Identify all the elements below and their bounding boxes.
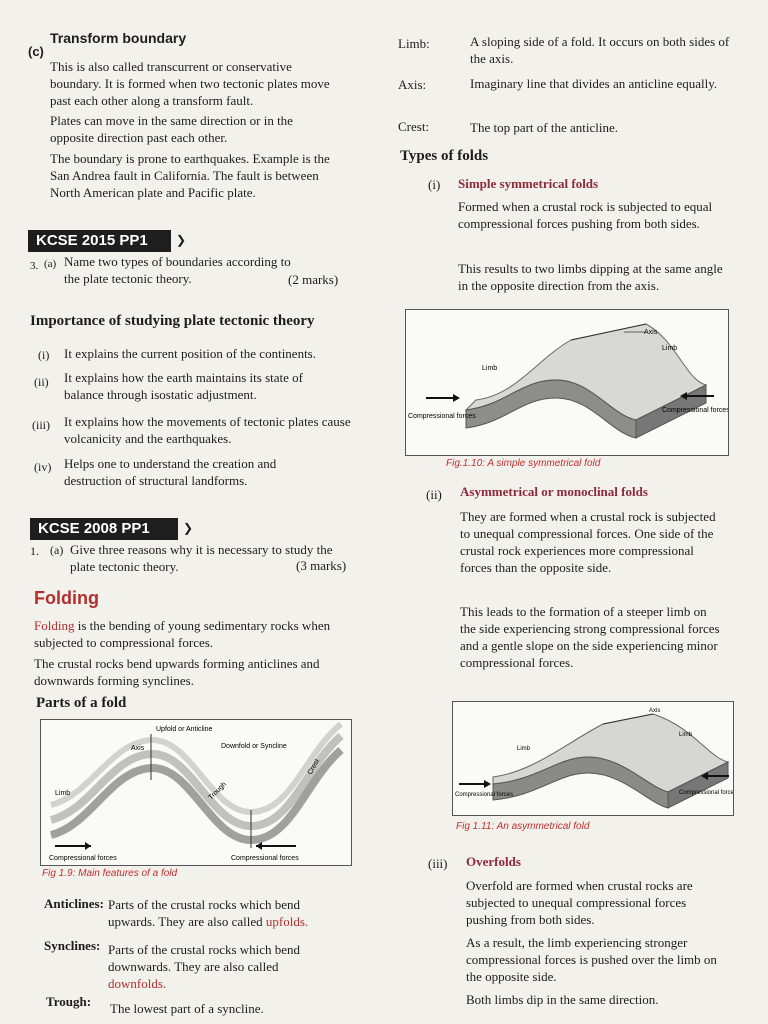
overfold-paragraph-3: Both limbs dip in the same direction. xyxy=(466,992,659,1007)
fig-1-11-caption: Fig 1.11: An asymmetrical fold xyxy=(456,821,590,832)
fig10-axis-label: Axis xyxy=(644,329,658,336)
axis-label: Axis xyxy=(131,745,145,752)
overfold-paragraph-1: Overfold are formed when crustal rocks are subjected to unequal compressional forces pushing from both sides. xyxy=(466,878,693,927)
downfold-label: Downfold or Syncline xyxy=(221,743,287,750)
transform-boundary-title: Transform boundary xyxy=(50,30,187,46)
def-term-limb: Limb: xyxy=(398,36,430,51)
fig11-comp-right-label: Compressional forces xyxy=(679,790,733,796)
fig-1-9-caption: Fig 1.9: Main features of a fold xyxy=(42,868,178,879)
simple-fold-title: Simple symmetrical folds xyxy=(458,176,599,191)
importance-item-4: Helps one to understand the creation and destruction of structural landforms. xyxy=(64,456,277,488)
folding-title: Folding xyxy=(34,588,99,608)
question-number: 3. xyxy=(30,260,39,272)
asym-fold-num: (ii) xyxy=(426,487,442,502)
limb-label: Limb xyxy=(55,790,71,797)
overfold-num: (iii) xyxy=(428,856,448,871)
asym-fold-paragraph-2: This leads to the formation of a steeper limb on the side experiencing strong compressional forces and a gentle slope on the side experiencing minor compressional forces. xyxy=(460,604,720,670)
question-number: 1. xyxy=(30,544,39,558)
question-part: (a) xyxy=(44,258,57,270)
importance-title: Importance of studying plate tectonic theory xyxy=(30,313,315,329)
compressional-left-label: Compressional forces xyxy=(49,855,117,862)
fig10-comp-left-label: Compressional forces xyxy=(408,413,476,420)
transform-paragraph-2: Plates can move in the same direction or in the opposite direction past each other. xyxy=(50,113,293,145)
asym-fold-paragraph-1: They are formed when a crustal rock is subjected to unequal compressional forces. One side of the crustal rock experiences more compressional forces than the opposite side. xyxy=(460,509,716,575)
simple-fold-paragraph-2: This results to two limbs dipping at the same angle in the opposite direction from the axis. xyxy=(458,261,723,293)
kcse-2008-badge: KCSE 2008 PP1 xyxy=(30,518,178,540)
trough-label: Trough xyxy=(207,780,228,802)
kcse-2015-question: Name two types of boundaries according to the plate tectonic theory. xyxy=(64,254,291,286)
crest-label: Crest xyxy=(306,758,322,776)
folding-term: Folding xyxy=(34,618,75,633)
types-of-folds-title: Types of folds xyxy=(400,148,489,164)
kcse-2015-marks: (2 marks) xyxy=(288,272,339,287)
kcse-2008-question: Give three reasons why it is necessary to study the plate tectonic theory. xyxy=(70,542,333,574)
badge-arrow-icon: ❯ xyxy=(176,233,187,247)
def-highlight-upfolds: upfolds. xyxy=(265,914,309,929)
def-text-crest: The top part of the anticline. xyxy=(470,120,619,135)
def-term-axis: Axis: xyxy=(398,77,427,92)
folding-paragraph-2: The crustal rocks bend upwards forming anticlines and downwards forming synclines. xyxy=(34,656,320,688)
importance-num-1: (i) xyxy=(38,348,50,362)
transform-paragraph-3: The boundary is prone to earthquakes. Example is the San Andrea fault in California. The fault is between North American plate and Pacific plate. xyxy=(50,151,330,200)
def-term-crest: Crest: xyxy=(398,119,430,134)
importance-item-3: It explains how the movements of tectonic plates cause volcanicity and the earthquakes. xyxy=(64,414,351,446)
def-term-anticlines: Anticlines: xyxy=(44,896,104,911)
fig-main-features-fold xyxy=(40,719,352,866)
def-highlight-downfolds: downfolds. xyxy=(108,976,167,991)
importance-num-3: (iii) xyxy=(32,418,50,432)
folding-definition-text: is the bending of young sedimentary rocks when subjected to compressional forces. xyxy=(34,618,331,650)
fig-1-10-caption: Fig.1.10: A simple symmetrical fold xyxy=(446,458,601,469)
simple-fold-paragraph-1: Formed when a crustal rock is subjected to equal compressional forces pushing from both sides. xyxy=(458,199,713,231)
transform-paragraph-1: This is also called transcurrent or conservative boundary. It is formed when two tectonic plates move past each other along a transform fault. xyxy=(50,59,330,108)
fold-diagram-svg xyxy=(41,720,351,865)
section-label: (c) xyxy=(28,44,44,59)
asym-fold-title: Asymmetrical or monoclinal folds xyxy=(460,484,648,499)
importance-num-2: (ii) xyxy=(34,375,49,389)
compressional-right-label: Compressional forces xyxy=(231,855,299,862)
symmetrical-fold-svg xyxy=(406,310,728,455)
importance-item-1: It explains the current position of the continents. xyxy=(64,346,316,361)
def-text-axis: Imaginary line that divides an anticline equally. xyxy=(470,76,718,91)
fig10-limb-right-label: Limb xyxy=(662,345,678,352)
badge-arrow-icon: ❯ xyxy=(183,521,194,535)
fig-simple-symmetrical-fold xyxy=(405,309,729,456)
def-text-synclines xyxy=(108,941,338,992)
fig11-limb-right-label: Limb xyxy=(679,732,693,738)
kcse-2008-marks: (3 marks) xyxy=(296,558,347,573)
importance-num-4: (iv) xyxy=(34,460,52,474)
question-part: (a) xyxy=(50,543,64,557)
kcse-2015-badge: KCSE 2015 PP1 xyxy=(28,230,171,252)
asymmetrical-fold-svg xyxy=(453,702,733,815)
fig10-limb-left-label: Limb xyxy=(482,365,498,372)
def-body-anticlines: Parts of the crustal rocks which bend upwards. They are also called xyxy=(108,897,301,929)
fig11-limb-left-label: Limb xyxy=(517,746,531,752)
simple-fold-num: (i) xyxy=(428,177,441,192)
overfold-paragraph-2: As a result, the limb experiencing stronger compressional forces is pushed over the limb on the opposite side. xyxy=(466,935,717,984)
def-term-trough: Trough: xyxy=(46,994,92,1009)
fig11-axis-label: Axis xyxy=(649,708,661,714)
fig10-comp-right-label: Compressional forces xyxy=(662,407,728,414)
parts-of-fold-title: Parts of a fold xyxy=(36,695,127,711)
def-text-trough: The lowest part of a syncline. xyxy=(110,1001,264,1016)
fig11-comp-left-label: Compressional forces xyxy=(455,792,514,798)
def-term-synclines: Synclines: xyxy=(44,938,101,953)
def-text-anticlines xyxy=(108,896,348,930)
def-text-limb: A sloping side of a fold. It occurs on both sides of the axis. xyxy=(470,34,730,66)
overfold-title: Overfolds xyxy=(466,854,521,869)
folding-definition xyxy=(34,617,344,651)
fig-asymmetrical-fold xyxy=(452,701,734,816)
upfold-label: Upfold or Anticline xyxy=(156,726,213,733)
importance-item-2: It explains how the earth maintains its state of balance through isostatic adjustment. xyxy=(64,370,303,402)
def-body-synclines: Parts of the crustal rocks which bend downwards. They are also called xyxy=(108,942,301,974)
